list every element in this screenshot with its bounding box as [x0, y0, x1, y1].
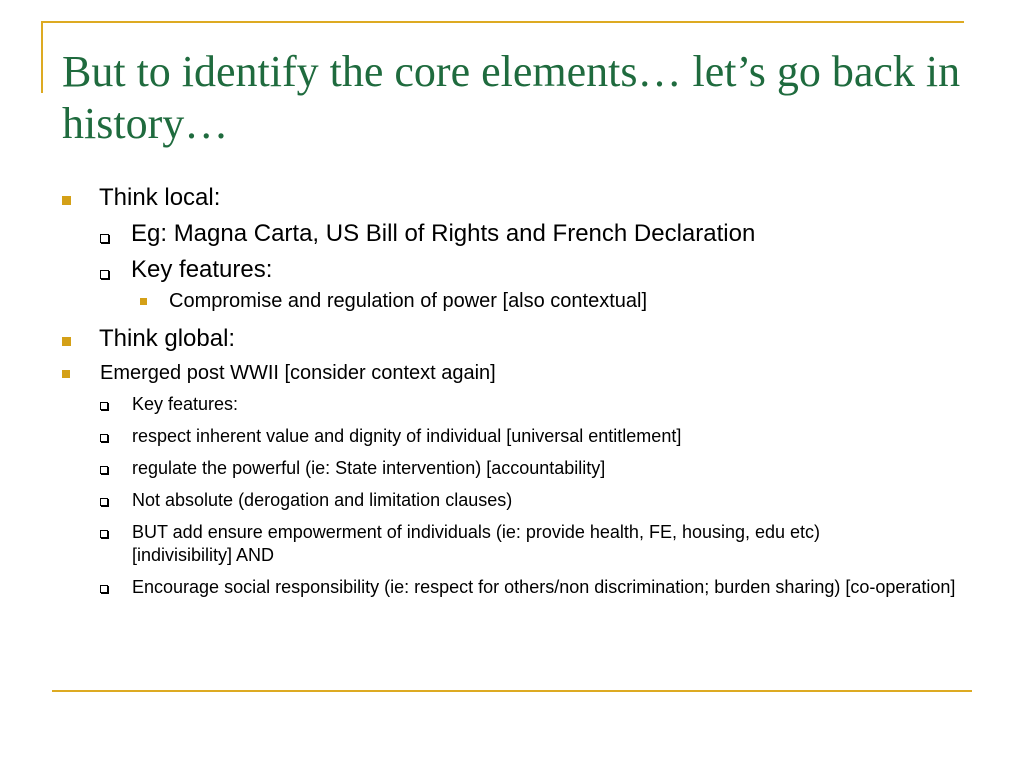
bullet-item: [100, 219, 962, 249]
bullet-item: [100, 521, 890, 567]
bullet-text: Not absolute (derogation and limitation clauses): [132, 490, 513, 510]
bullet-text: Eg: Magna Carta, US Bill of Rights and French Declaration: [131, 220, 756, 247]
box-bullet-icon: [100, 270, 109, 279]
frame-left-line: [41, 21, 43, 93]
square-bullet-icon: [62, 196, 71, 205]
box-bullet-icon: [100, 498, 108, 506]
box-bullet-icon: [100, 585, 108, 593]
box-bullet-icon: [100, 402, 108, 410]
bullet-text: Emerged post WWII [consider context again]: [100, 362, 496, 384]
slide-body: [62, 183, 962, 599]
bullet-item: [100, 576, 960, 599]
bullet-text: BUT add ensure empowerment of individuals (ie: provide health, FE, housing, edu etc) [indivisibility] AND: [132, 522, 821, 565]
bullet-text: respect inherent value and dignity of individual [universal entitlement]: [132, 426, 682, 446]
bullet-item: [100, 393, 962, 416]
bullet-text: Encourage social responsibility (ie: respect for others/non discrimination; burden sharing) [co-operation]: [132, 577, 956, 597]
bullet-text: Key features:: [131, 256, 273, 283]
bullet-item: [100, 425, 962, 448]
bullet-text: Think global:: [99, 325, 236, 352]
bullet-item: [100, 489, 962, 512]
bullet-text: Compromise and regulation of power [also contextual]: [169, 290, 648, 312]
slide-title: But to identify the core elements… let’s go back in history…: [62, 47, 961, 148]
bullet-item: [140, 288, 962, 314]
square-bullet-icon: [62, 370, 70, 378]
box-bullet-icon: [100, 530, 108, 538]
square-bullet-icon: [140, 298, 147, 305]
box-bullet-icon: [100, 434, 108, 442]
bullet-item: [62, 183, 962, 213]
square-bullet-icon: [62, 337, 71, 346]
bullet-text: Key features:: [132, 394, 239, 414]
frame-bottom-line: [52, 690, 972, 692]
frame-top-line: [41, 21, 964, 23]
bullet-item: [62, 324, 962, 354]
bullet-item: [62, 360, 962, 386]
bullet-item: [100, 255, 962, 285]
box-bullet-icon: [100, 234, 109, 243]
bullet-item: [100, 457, 962, 480]
box-bullet-icon: [100, 466, 108, 474]
bullet-text: regulate the powerful (ie: State intervention) [accountability]: [132, 458, 606, 478]
bullet-text: Think local:: [99, 184, 221, 211]
